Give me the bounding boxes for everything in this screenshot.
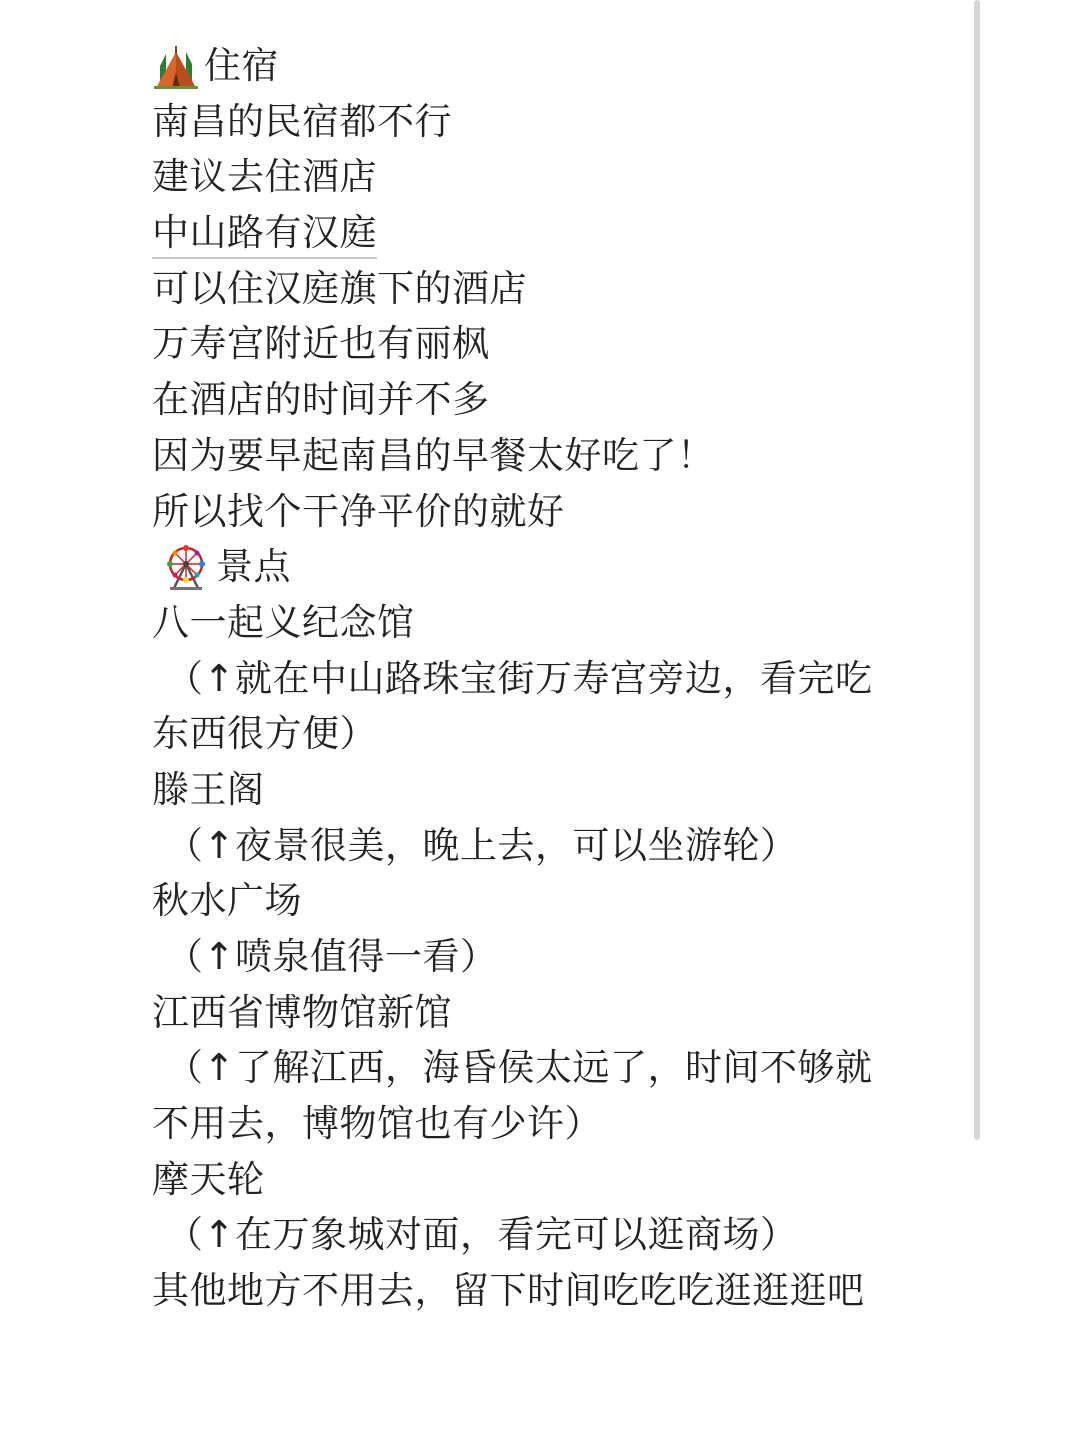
text-line: （↑就在中山路珠宝街万寿宫旁边，看完吃 [166, 656, 873, 700]
text-line: （↑了解江西，海昏侯太远了，时间不够就 [166, 1046, 873, 1090]
text-line: （↑夜景很美，晚上去，可以坐游轮） [166, 823, 798, 867]
section-heading-attractions [152, 539, 932, 595]
scrollbar[interactable] [974, 0, 980, 1140]
section-title-lodging: 住宿 [204, 44, 279, 87]
text-line: 其他地方不用去，留下时间吃吃吃逛逛逛吧 [152, 1269, 865, 1313]
text-line: 江西省博物馆新馆 [152, 990, 452, 1034]
text-line: 摩天轮 [152, 1157, 265, 1201]
text-line: （↑在万象城对面，看完可以逛商场） [166, 1213, 798, 1257]
underlined-text: 中山路有汉庭 [152, 209, 377, 259]
text-line: 八一起义纪念馆 [152, 600, 415, 644]
text-line: 因为要早起南昌的早餐太好吃了！ [152, 433, 715, 477]
text-line: 南昌的民宿都不行 [152, 99, 452, 143]
text-line: （↑喷泉值得一看） [166, 935, 498, 978]
section-title-attractions: 景点 [216, 545, 291, 589]
text-line: 所以找个干净平价的就好 [152, 489, 565, 533]
text-line: 秋水广场 [152, 879, 302, 923]
text-line: 万寿宫附近也有丽枫 [152, 322, 490, 366]
text-line: 滕王阁 [152, 767, 265, 811]
text-line: 东西很方便） [152, 712, 377, 756]
text-line: 建议去住酒店 [152, 155, 377, 199]
text-line-underlined [152, 205, 932, 261]
ferris-wheel-icon [164, 544, 208, 590]
text-line: 不用去，博物馆也有少许） [152, 1102, 602, 1146]
text-line: 在酒店的时间并不多 [152, 378, 490, 422]
text-line: 可以住汉庭旗下的酒店 [152, 266, 527, 310]
section-heading-lodging [152, 38, 932, 94]
tent-icon [152, 42, 200, 90]
note-content [152, 38, 932, 1319]
